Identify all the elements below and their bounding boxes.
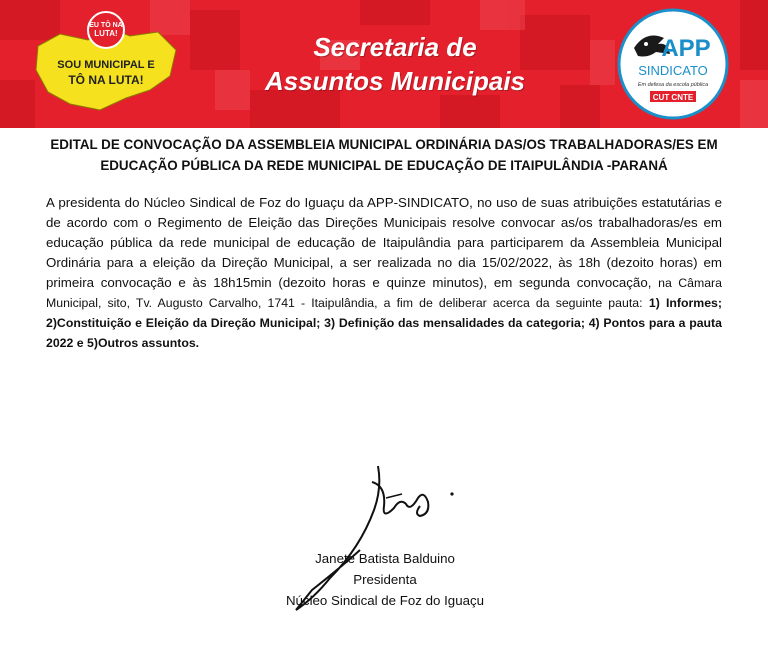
svg-text:CUT CNTE: CUT CNTE <box>652 93 694 102</box>
body-main: A presidenta do Núcleo Sindical de Foz do Iguaçu da APP-SINDICATO, no uso de suas atribuições estatutárias e de acordo com o Regimento de Eleição das Direções Municipais resolve convocar as/os trabalhadoras/es em educação pública da rede municipal de educação de Itaipulândia para participarem da Assembleia Municipal Ordinária para a eleição da Direção Municipal, a ser realizada no dia 15/02/2022, às 18h (dezoito horas) em primeira convocação e às 18h15min (dezoito horas e quinze minutos), em segunda convocação, <box>46 195 722 290</box>
header-banner <box>0 0 768 128</box>
svg-text:Em defesa da escola pública: Em defesa da escola pública <box>637 82 709 88</box>
body-paragraph <box>46 193 722 353</box>
svg-text:APP: APP <box>661 35 711 62</box>
banner-title-line2: Assuntos Municipais <box>264 66 526 96</box>
svg-text:LUTA!: LUTA! <box>94 29 118 38</box>
campaign-map-logo <box>30 6 180 118</box>
banner-title <box>240 30 550 98</box>
document-heading <box>40 134 728 176</box>
heading-line1: EDITAL DE CONVOCAÇÃO DA ASSEMBLEIA MUNICIPAL ORDINÁRIA DAS/OS TRABALHADORAS/ES EM <box>50 137 718 152</box>
svg-text:SINDICATO: SINDICATO <box>638 63 708 78</box>
app-sindicato-logo <box>612 8 734 120</box>
signature-block <box>270 548 500 611</box>
signatory-organization: Núcleo Sindical de Foz do Iguaçu <box>285 593 485 608</box>
banner-title-line1: Secretaria de <box>313 32 477 62</box>
signatory-role: Presidenta <box>353 572 417 587</box>
body-pauta: 1) Informes; 2)Constituição e Eleição da Direção Municipal; 3) Definição das mensalidades da categoria; 4) Pontos para a pauta 2022 e 5)Outros assuntos. <box>46 296 722 350</box>
heading-line2: EDUCAÇÃO PÚBLICA DA REDE MUNICIPAL DE EDUCAÇÃO DE ITAIPULÂNDIA -PARANÁ <box>100 158 668 173</box>
body-venue: na Câmara Municipal, sito, Tv. Augusto Carvalho, 1741 - Itaipulândia, a fim de deliberar acerca da seguinte pauta: <box>46 276 722 310</box>
svg-text:SOU MUNICIPAL E: SOU MUNICIPAL E <box>57 59 155 71</box>
document-body <box>46 193 722 353</box>
signatory-name: Janete Batista Balduino <box>315 551 455 566</box>
svg-text:EU TÔ NA: EU TÔ NA <box>89 22 123 29</box>
svg-text:TÔ NA LUTA!: TÔ NA LUTA! <box>68 73 144 87</box>
